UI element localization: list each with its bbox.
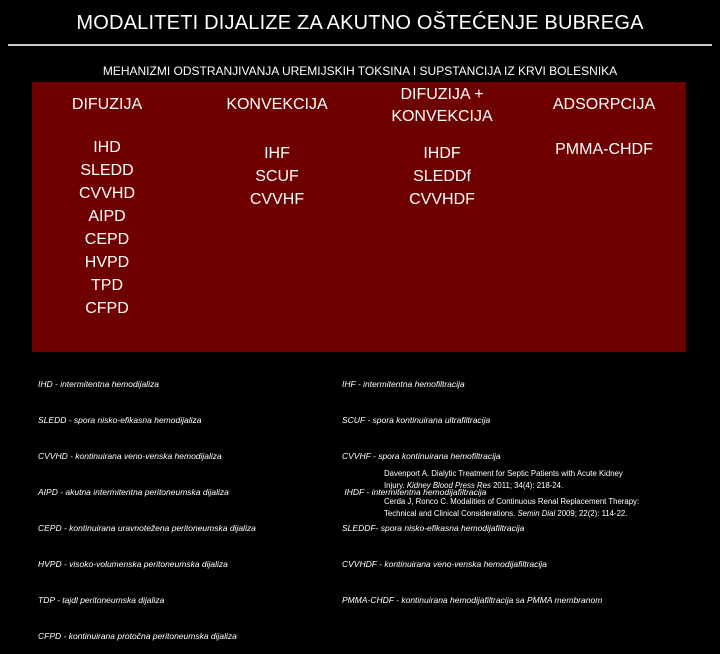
list-item: CVVHF	[249, 191, 305, 208]
reference-cerda-ronco	[384, 496, 639, 519]
reference-davenport	[384, 468, 623, 491]
column-list-difuzija	[32, 136, 182, 320]
title-divider	[8, 44, 712, 46]
legend-line: IHD - intermitentna hemodijaliza	[38, 379, 159, 389]
list-item: IHD	[93, 139, 121, 156]
legend-line: PMMA-CHDF - kontinuirana hemodijafiltracija sa PMMA membranom	[342, 595, 603, 605]
reference-line	[384, 480, 623, 492]
legend-line: CFPD - kontinuirana protočna peritoneumska dijaliza	[38, 631, 237, 641]
list-item: CEPD	[84, 231, 130, 248]
journal-name: Kidney Blood Press Res	[406, 480, 491, 490]
list-item: CVVHDF	[409, 191, 475, 208]
reference-line	[384, 508, 639, 520]
list-item: CVVHD	[78, 185, 135, 202]
column-list-adsorpcija	[522, 138, 686, 161]
journal-name: Semin Dial	[517, 508, 556, 518]
column-list-difuzija-konvekcija	[362, 142, 522, 211]
column-header-line: KONVEKCIJA	[391, 108, 493, 125]
legend-line: CEPD - kontinuirana uravnotežena peritoneumska dijaliza	[38, 523, 256, 533]
list-item: PMMA-CHDF	[555, 141, 653, 158]
reference-line: Cerda J, Ronco C. Modalities of Continuous Renal Replacement Therapy:	[384, 497, 640, 506]
list-item: AIPD	[88, 208, 126, 225]
list-item: TPD	[91, 277, 123, 294]
legend-line: CVVHD - kontinuirana veno-venska hemodijaliza	[38, 451, 222, 461]
reference-line: Davenport A. Dialytic Treatment for Septic Patients with Acute Kidney	[384, 469, 623, 478]
column-header-line: DIFUZIJA +	[400, 86, 484, 103]
reference-text: Injury.	[384, 480, 407, 490]
list-item: IHDF	[423, 145, 461, 162]
legend-line: CVVHDF - kontinuirana veno-venska hemodijafiltracija	[342, 559, 547, 569]
slide-title: MODALITETI DIJALIZE ZA AKUTNO OŠTEĆENJE BUBREGA	[76, 12, 644, 34]
column-list-konvekcija	[196, 142, 358, 211]
legend-line: CVVHF - spora kontinuirana hemofiltracija	[342, 451, 501, 461]
legend-line: HVPD - visoko-volumenska peritoneumska dijaliza	[38, 559, 228, 569]
list-item: CFPD	[85, 300, 129, 317]
column-header-line: DIFUZIJA	[71, 96, 143, 113]
column-header-difuzija	[32, 94, 182, 116]
reference-text: Technical and Clinical Considerations.	[384, 508, 518, 518]
reference-text: 2011; 34(4): 218-24.	[490, 480, 564, 490]
abbreviation-legend-left	[38, 354, 256, 654]
list-item: SLEDD	[80, 162, 134, 179]
legend-line: AIPD - akutna intermitentna peritoneumska dijaliza	[38, 487, 229, 497]
legend-line: IHDF - intermitentna hemodijafiltracija	[342, 487, 487, 497]
list-item: HVPD	[84, 254, 130, 271]
column-header-adsorpcija	[522, 94, 686, 116]
list-item: SCUF	[255, 168, 299, 185]
legend-line: SLEDDF- spora nisko-efikasna hemodijafiltracija	[342, 523, 525, 533]
column-header-line: KONVEKCIJA	[226, 96, 328, 113]
column-header-line: ADSORPCIJA	[552, 96, 656, 113]
list-item: SLEDDf	[413, 168, 471, 185]
column-header-konvekcija	[196, 94, 358, 116]
legend-line: SLEDD - spora nisko-efikasna hemodijaliza	[38, 415, 202, 425]
legend-line: TDP - tajdl peritoneumska dijaliza	[38, 595, 165, 605]
legend-line: IHF - intermitentna hemofiltracija	[342, 379, 465, 389]
legend-line: SCUF - spora kontinuirana ultrafiltracija	[342, 415, 491, 425]
slide-subtitle: MEHANIZMI ODSTRANJIVANJA UREMIJSKIH TOKSINA I SUPSTANCIJA IZ KRVI BOLESNIKA	[102, 64, 618, 78]
reference-text: 2009; 22(2): 114-22.	[555, 508, 628, 518]
column-header-difuzija-konvekcija	[362, 84, 522, 128]
list-item: IHF	[264, 145, 290, 162]
